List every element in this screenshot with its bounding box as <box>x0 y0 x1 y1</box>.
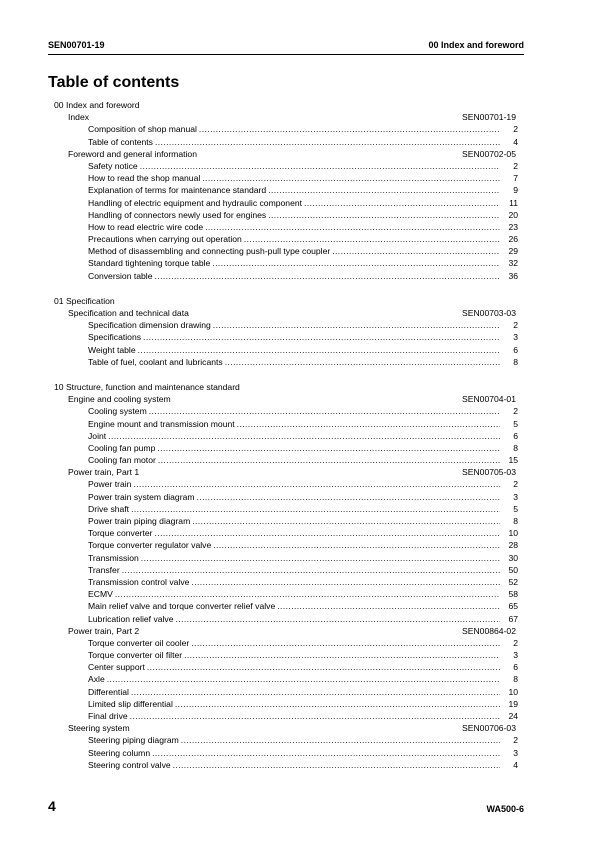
toc-item[interactable] <box>48 588 524 600</box>
toc-section-title: Foreword and general information <box>68 148 197 159</box>
toc-item-title: Method of disassembling and connecting push-pull type coupler <box>88 246 331 257</box>
toc-item-page: 65 <box>508 601 518 612</box>
dot-leader <box>191 637 500 649</box>
toc-item-page: 10 <box>508 686 518 697</box>
toc-item-title: Handling of connectors newly used for engines <box>88 209 267 220</box>
toc-item-title: Engine mount and transmission mount <box>88 418 235 429</box>
toc-item-title: Main relief valve and torque converter relief valve <box>88 601 276 612</box>
toc-item-page: 15 <box>508 455 518 466</box>
toc-section-code: SEN00704-01 <box>462 394 516 405</box>
toc-item[interactable] <box>48 539 524 551</box>
toc-item-title: Steering column <box>88 747 151 758</box>
dot-leader <box>155 270 501 282</box>
toc-section-title: Engine and cooling system <box>68 394 171 405</box>
toc-item-page: 23 <box>508 221 518 232</box>
toc-item[interactable] <box>48 747 524 759</box>
toc-section-title: Power train, Part 2 <box>68 625 140 636</box>
dot-leader <box>152 747 500 759</box>
toc-item-page: 2 <box>513 320 518 331</box>
chapter-spacer <box>48 368 524 381</box>
toc-item-page: 9 <box>513 185 518 196</box>
dot-leader <box>138 344 500 356</box>
dot-leader <box>141 552 500 564</box>
toc-item-page: 29 <box>508 246 518 257</box>
doc-code: SEN00701-19 <box>48 40 105 50</box>
toc-item-page: 3 <box>513 650 518 661</box>
toc-section-title: Index <box>68 112 90 123</box>
toc-item-title: Transmission <box>88 552 139 563</box>
table-of-contents <box>48 99 524 771</box>
toc-item[interactable] <box>48 491 524 503</box>
toc-section[interactable] <box>48 393 524 405</box>
dot-leader <box>191 576 500 588</box>
toc-item[interactable] <box>48 430 524 442</box>
dot-leader <box>184 649 500 661</box>
toc-section[interactable] <box>48 148 524 160</box>
toc-item-title: Torque converter oil filter <box>88 650 183 661</box>
dot-leader <box>149 405 500 417</box>
toc-item-title: Safety notice <box>88 160 138 171</box>
toc-item-title: Axle <box>88 674 105 685</box>
dot-leader <box>277 600 500 612</box>
toc-item-title: Final drive <box>88 711 128 721</box>
toc-item-page: 3 <box>513 747 518 758</box>
toc-item-page: 50 <box>508 564 518 575</box>
toc-item-title: Specifications <box>88 332 142 343</box>
dot-leader <box>140 160 500 172</box>
toc-item-title: Cooling fan pump <box>88 442 156 453</box>
toc-item-page: 32 <box>508 258 518 269</box>
toc-item[interactable] <box>48 405 524 417</box>
toc-item[interactable] <box>48 759 524 771</box>
toc-item[interactable] <box>48 233 524 245</box>
dot-leader <box>244 233 500 245</box>
dot-leader <box>173 759 500 771</box>
toc-section[interactable] <box>48 307 524 319</box>
toc-item-page: 36 <box>508 270 518 281</box>
toc-item-title: How to read electric wire code <box>88 221 204 232</box>
dot-leader <box>176 613 500 625</box>
toc-item-page: 2 <box>513 735 518 746</box>
toc-item-title: Power train system diagram <box>88 491 195 502</box>
dot-leader <box>155 527 501 539</box>
toc-item-title: Power train piping diagram <box>88 516 191 526</box>
toc-item[interactable] <box>48 613 524 625</box>
toc-item-title: Power train <box>88 479 132 490</box>
dot-leader <box>115 588 500 600</box>
toc-item-title: ECMV <box>88 589 113 600</box>
toc-item[interactable] <box>48 344 524 356</box>
toc-item-title: Table of contents <box>88 136 153 147</box>
dot-leader <box>131 503 500 515</box>
toc-item-page: 2 <box>513 406 518 417</box>
toc-item-title: Transmission control valve <box>88 576 190 587</box>
toc-section-code: SEN00864-02 <box>462 625 516 636</box>
dot-leader <box>268 209 500 221</box>
toc-item-title: Joint <box>88 430 107 441</box>
header-section: 00 Index and foreword <box>428 40 524 50</box>
dot-leader <box>237 418 500 430</box>
toc-item-page: 2 <box>513 160 518 171</box>
header-divider <box>48 54 524 55</box>
dot-leader <box>143 331 500 343</box>
toc-section-title: Steering system <box>68 723 130 734</box>
toc-item[interactable] <box>48 356 524 368</box>
toc-item[interactable] <box>48 257 524 269</box>
toc-item-title: Handling of electric equipment and hydraulic component <box>88 197 303 208</box>
toc-item[interactable] <box>48 576 524 588</box>
dot-leader <box>175 698 500 710</box>
dot-leader <box>147 661 500 673</box>
toc-item-title: Drive shaft <box>88 503 130 514</box>
page-title: Table of contents <box>48 74 180 91</box>
toc-item-page: 58 <box>508 589 518 600</box>
toc-section[interactable] <box>48 722 524 734</box>
toc-item[interactable] <box>48 418 524 430</box>
dot-leader <box>268 184 500 196</box>
toc-item-page: 3 <box>513 491 518 502</box>
toc-item[interactable] <box>48 245 524 257</box>
toc-item[interactable] <box>48 564 524 576</box>
dot-leader <box>213 539 500 551</box>
toc-item-title: Torque converter regulator valve <box>88 540 212 551</box>
toc-item[interactable] <box>48 503 524 515</box>
toc-item-title: Specification dimension drawing <box>88 320 211 331</box>
toc-item-title: Differential <box>88 686 129 697</box>
toc-item-page: 10 <box>508 528 518 539</box>
toc-item[interactable] <box>48 661 524 673</box>
dot-leader <box>213 319 500 331</box>
toc-item[interactable] <box>48 673 524 685</box>
toc-item[interactable] <box>48 515 524 527</box>
toc-item-page: 24 <box>508 711 518 721</box>
toc-item-page: 67 <box>508 613 518 624</box>
toc-item-page: 52 <box>508 576 518 587</box>
page-footer <box>48 798 524 822</box>
toc-item-page: 6 <box>513 430 518 441</box>
dot-leader <box>199 123 500 135</box>
toc-item[interactable] <box>48 649 524 661</box>
toc-item[interactable] <box>48 319 524 331</box>
page-header <box>48 40 524 52</box>
toc-item[interactable] <box>48 600 524 612</box>
toc-section-code: SEN00702-05 <box>462 148 516 159</box>
toc-item-page: 2 <box>513 124 518 135</box>
toc-item-title: Precautions when carrying out operation <box>88 234 242 245</box>
dot-leader <box>212 257 500 269</box>
toc-item-page: 2 <box>513 479 518 490</box>
toc-item[interactable] <box>48 209 524 221</box>
toc-item-title: Standard tightening torque table <box>88 258 211 269</box>
toc-item-title: Cooling fan motor <box>88 455 156 466</box>
toc-item-title: Steering control valve <box>88 759 171 770</box>
toc-item-page: 5 <box>513 418 518 429</box>
toc-item-page: 20 <box>508 209 518 220</box>
toc-item[interactable] <box>48 172 524 184</box>
dot-leader <box>108 430 500 442</box>
toc-item-title: Composition of shop manual <box>88 124 197 135</box>
toc-item-title: Explanation of terms for maintenance standard <box>88 185 267 196</box>
dot-leader <box>133 478 500 490</box>
toc-item[interactable] <box>48 160 524 172</box>
toc-item-page: 6 <box>513 662 518 673</box>
toc-item-title: How to read the shop manual <box>88 173 201 184</box>
toc-item-page: 7 <box>513 173 518 184</box>
dot-leader <box>158 454 500 466</box>
toc-section-title: Power train, Part 1 <box>68 467 140 478</box>
toc-item-page: 19 <box>508 698 518 709</box>
toc-item-page: 4 <box>513 136 518 147</box>
toc-item-page: 5 <box>513 503 518 514</box>
toc-section-code: SEN00706-03 <box>462 723 516 734</box>
toc-chapter-title[interactable]: 00 Index and foreword <box>54 100 140 110</box>
toc-item-page: 8 <box>513 516 518 526</box>
toc-section-code: SEN00701-19 <box>462 112 516 123</box>
dot-leader <box>192 515 500 527</box>
toc-item-title: Lubrication relief valve <box>88 613 174 624</box>
toc-item-title: Center support <box>88 662 145 673</box>
toc-item[interactable] <box>48 686 524 698</box>
dot-leader <box>130 710 500 722</box>
toc-item-title: Conversion table <box>88 270 153 281</box>
toc-item-page: 4 <box>513 759 518 770</box>
toc-item[interactable] <box>48 184 524 196</box>
dot-leader <box>304 197 500 209</box>
toc-item[interactable] <box>48 331 524 343</box>
toc-item-page: 2 <box>513 637 518 648</box>
toc-section-title: Specification and technical data <box>68 308 189 318</box>
toc-item-title: Cooling system <box>88 406 147 417</box>
toc-section[interactable] <box>48 466 524 478</box>
toc-item-page: 8 <box>513 442 518 453</box>
chapter-spacer <box>48 282 524 295</box>
toc-item[interactable] <box>48 442 524 454</box>
toc-item-page: 3 <box>513 332 518 343</box>
model-name: WA500-6 <box>486 804 524 814</box>
dot-leader <box>181 734 500 746</box>
toc-item-page: 8 <box>513 356 518 367</box>
toc-item-title: Table of fuel, coolant and lubricants <box>88 356 223 367</box>
toc-chapter-title[interactable]: 01 Specification <box>54 295 115 306</box>
toc-item[interactable] <box>48 123 524 135</box>
toc-item[interactable] <box>48 197 524 209</box>
toc-item[interactable] <box>48 454 524 466</box>
toc-item[interactable] <box>48 698 524 710</box>
dot-leader <box>131 686 500 698</box>
toc-item[interactable] <box>48 221 524 233</box>
dot-leader <box>122 564 500 576</box>
dot-leader <box>202 172 500 184</box>
dot-leader <box>155 136 500 148</box>
dot-leader <box>205 221 500 233</box>
dot-leader <box>107 673 500 685</box>
toc-item-title: Weight table <box>88 344 136 355</box>
toc-item[interactable] <box>48 478 524 490</box>
toc-item[interactable] <box>48 527 524 539</box>
toc-item-title: Torque converter oil cooler <box>88 637 190 648</box>
toc-item-page: 30 <box>508 552 518 563</box>
toc-section[interactable] <box>48 625 524 637</box>
toc-item[interactable] <box>48 637 524 649</box>
toc-item[interactable] <box>48 710 524 722</box>
dot-leader <box>157 442 500 454</box>
dot-leader <box>332 245 500 257</box>
toc-item[interactable] <box>48 552 524 564</box>
toc-item-page: 8 <box>513 674 518 685</box>
dot-leader <box>197 491 500 503</box>
toc-item-title: Torque converter <box>88 528 153 539</box>
toc-section-code: SEN00705-03 <box>462 467 516 478</box>
toc-item[interactable] <box>48 136 524 148</box>
toc-item-title: Limited slip differential <box>88 698 173 709</box>
toc-item-page: 26 <box>508 234 518 245</box>
toc-section[interactable] <box>48 111 524 123</box>
dot-leader <box>225 356 500 368</box>
toc-item-title: Steering piping diagram <box>88 735 179 746</box>
toc-chapter-title[interactable]: 10 Structure, function and maintenance standard <box>54 381 240 392</box>
toc-section-code: SEN00703-03 <box>462 308 516 318</box>
toc-item-title: Transfer <box>88 564 120 575</box>
toc-item[interactable] <box>48 734 524 746</box>
toc-item-page: 28 <box>508 540 518 551</box>
toc-item-page: 11 <box>509 197 518 208</box>
toc-item-page: 6 <box>513 344 518 355</box>
page-number: 4 <box>48 798 56 814</box>
toc-item[interactable] <box>48 270 524 282</box>
